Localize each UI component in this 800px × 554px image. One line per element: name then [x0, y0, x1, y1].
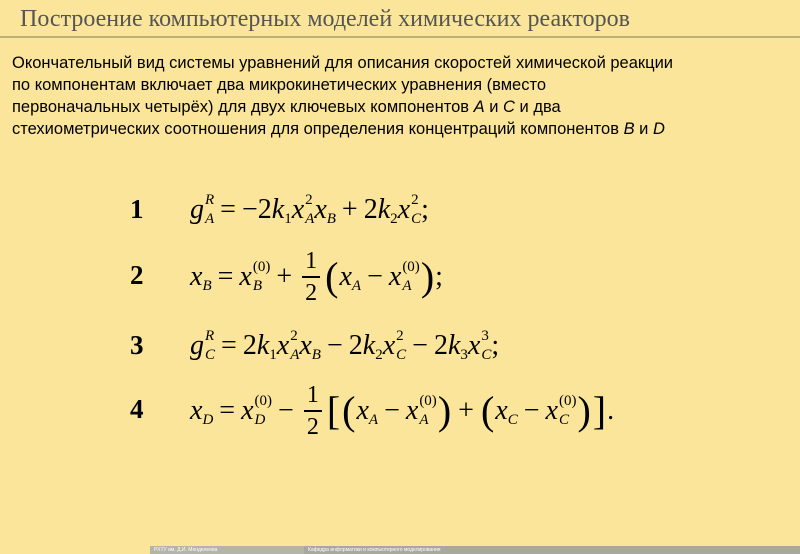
intro-and-1: и	[484, 98, 504, 116]
formula-3: g R C = 2 k 1 x 2 A x B − 2 k 2 x 2 C − 2 k 3 x 3 C ;	[190, 328, 500, 363]
intro-line-3-text: первоначальных четырёх) для двух ключевых компонентов	[12, 98, 474, 116]
equation-number: 3	[130, 330, 144, 360]
slide-title: Построение компьютерных моделей химических реакторов	[20, 6, 630, 32]
title-divider	[0, 36, 800, 38]
intro-line-3-end: и два	[514, 98, 561, 116]
formula-1: g R A = −2 k 1 x 2 A x B + 2 k 2 x 2 C ;	[190, 192, 429, 227]
footer-university: РХТУ им. Д.И. Менделеева	[150, 546, 304, 554]
component-b: B	[623, 120, 635, 138]
footer-department: Кафедра информатики и компьютерного моделирования	[304, 546, 800, 554]
component-d: D	[652, 120, 665, 138]
equation-number: 4	[130, 394, 144, 424]
equation-number: 1	[130, 194, 144, 224]
intro-line-4	[12, 118, 792, 140]
component-c: C	[503, 98, 515, 116]
formula-2: x B = x (0) B + $\frac{1}{2}$ ( x A − x (0) A ) ;	[190, 248, 443, 306]
equation-number: 2	[130, 260, 144, 290]
intro-line-2: по компонентам включает два микрокинетических уравнения (вместо	[12, 76, 547, 94]
intro-line-3	[12, 96, 792, 118]
footer-bar	[150, 546, 800, 554]
component-a: A	[473, 98, 485, 116]
intro-and-2: и	[634, 120, 653, 138]
intro-line-1: Окончательный вид системы уравнений для описания скоростей химической реакции	[12, 54, 674, 72]
formula-4: x D = x (0) D − $\frac{1}{2}$ [ ( x A − x (0) A ) + ( x C − x (0) C ) ] .	[190, 382, 615, 440]
intro-paragraph	[12, 52, 792, 140]
intro-line-4-text: стехиометрических соотношения для определения концентраций компонентов	[12, 120, 624, 138]
